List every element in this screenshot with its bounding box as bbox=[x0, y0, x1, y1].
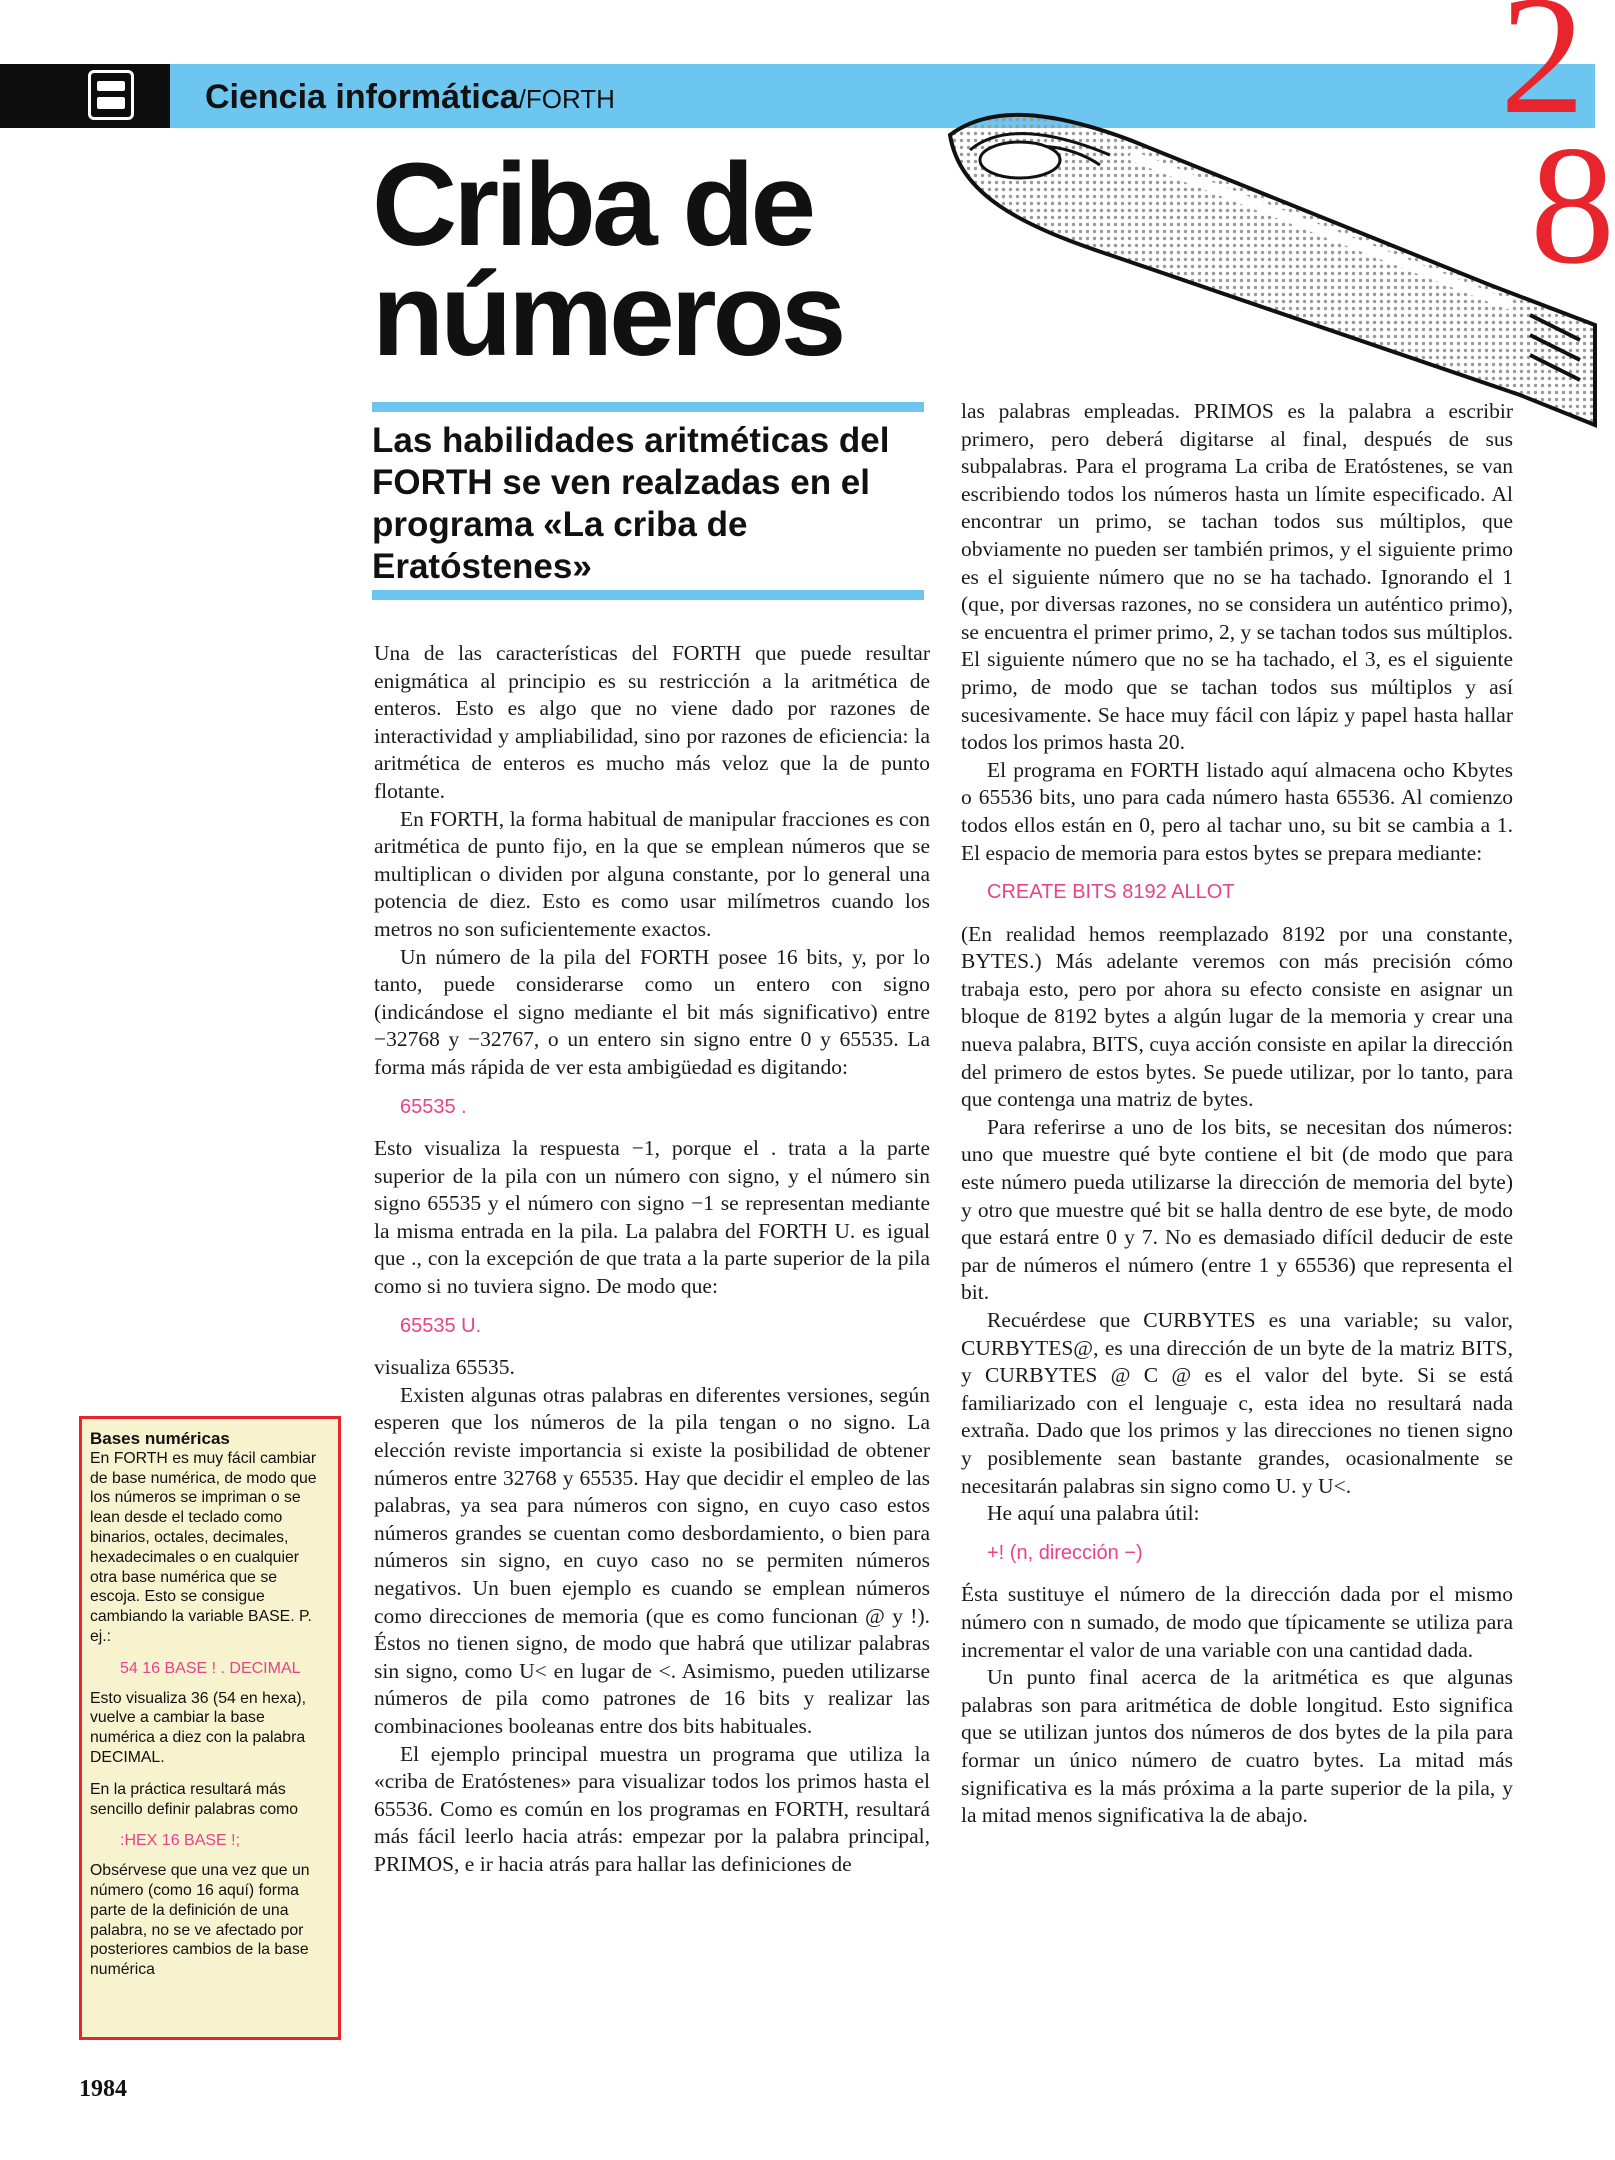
col2-paragraph-2: El programa en FORTH listado aquí almacena ocho Kbytes o 65536 bits, uno para cada número hasta 65536. Al comienzo todos ellos están en 0, pero al tachar uno, su bit se cambia a 1. El espacio de memoria para estos bytes se prepara mediante: bbox=[961, 757, 1513, 865]
section-subtitle: /FORTH bbox=[518, 84, 615, 114]
page-number: 1984 bbox=[79, 2076, 127, 2102]
sidebar-box bbox=[79, 1416, 341, 2040]
col2-paragraph-1: las palabras empleadas. PRIMOS es la palabra a escribir primero, pero deberá digitarse al final, después de sus subpalabras. Para el programa La criba de Eratóstenes, se van escribiendo todos los números hasta un límite especificado. Al encontrar un primo, se tachan todos sus múltiplos, que obviamente no pueden ser también primos, y el siguiente primo es el siguiente número que no se ha tachado. Ignorando el 1 (que, por diversas razones, no se considera un auténtico primo), se encuentra el primer primo, 2, y se tachan todos sus múltiplos. El siguiente número que no se ha tachado, el 3, es el siguiente primo, de modo que se tachan todos sus múltiplos y así sucesivamente. Se hace muy fácil con lápiz y papel hasta hallar todos los primos hasta 20. bbox=[961, 399, 1513, 755]
col2-paragraph-3: (En realidad hemos reemplazado 8192 por una constante, BYTES.) Más adelante veremos con más precisión cómo trabaja esto, pero por ahora su efecto consiste en asignar un bloque de 8192 bytes a algún lugar de la memoria y crear una nueva palabra, BITS, cuya acción consiste en apilar la dirección del primero de estos bytes. Se puede utilizar, por lo tanto, para que contenga una matriz de bytes. bbox=[961, 921, 1513, 1112]
col1-paragraph-3: Un número de la pila del FORTH posee 16 bits, y, por lo tanto, puede considerarse como un entero con signo (indicándose el signo mediante el bit más significativo) entre −32768 y −32767, o un entero sin signo entre 0 y 65535. La forma más rápida de ver esta ambigüedad es digitando: bbox=[374, 944, 930, 1079]
sidebar-code-1: 54 16 BASE ! . DECIMAL bbox=[120, 1659, 301, 1677]
col2-paragraph-4: Para referirse a uno de los bits, se necesitan dos números: uno que muestre qué byte contiene el bit (de modo que para este número pueda utilizarse la dirección de memoria del byte) y otro que muestre qué bit se halla dentro de ese byte, de modo que estará entre 0 y 7. No es demasiado difícil deducir de este par de números el número (entre 1 y 65536) que representa el bit. bbox=[961, 1114, 1513, 1305]
col2-paragraph-8: Un punto final acerca de la aritmética es que algunas palabras son para aritmética de doble longitud. Esto significa que se utilizan juntos dos números de dos bytes de la pila para formar un único número de cuatro bytes. La mitad más significativa es la más próxima a la parte superior de la pila, y la mitad menos significativa la de abajo. bbox=[961, 1665, 1513, 1828]
pen-illustration bbox=[930, 95, 1595, 440]
sidebar-code-2: :HEX 16 BASE !; bbox=[120, 1832, 241, 1850]
col1-paragraph-2: En FORTH, la forma habitual de manipular fracciones es con aritmética de punto fijo, en la que se emplean números que se multiplican o dividen por alguna constante, por lo general una potencia de diez. Esto es como usar milímetros cuando los metros no son suficientemente exactos. bbox=[374, 806, 930, 941]
col1-paragraph-5: visualiza 65535. bbox=[374, 1355, 515, 1380]
computer-icon bbox=[88, 70, 134, 120]
col2-paragraph-6: He aquí una palabra útil: bbox=[987, 1501, 1200, 1526]
col2-paragraph-7: Ésta sustituye el número de la dirección dada por el mismo número con n sumado, de modo que típicamente se utiliza para incrementar el valor de una variable con una cantidad dada. bbox=[961, 1582, 1513, 1662]
column-1 bbox=[374, 640, 930, 1879]
column-2 bbox=[961, 398, 1513, 1830]
article-title bbox=[372, 139, 932, 381]
sidebar-paragraph-1: En FORTH es muy fácil cambiar de base numérica, de modo que los números se impriman o se lean desde el teclado como binarios, octales, decimales, hexadecimales o en cualquier otra base numérica que se escoja. Esto se consigue cambiando la variable BASE. P. ej.: bbox=[90, 1449, 317, 1645]
sidebar-paragraph-3: En la práctica resultará más sencillo definir palabras como bbox=[90, 1780, 299, 1818]
title-line-2: números bbox=[372, 249, 843, 381]
header-logo-block bbox=[0, 64, 170, 128]
subtitle-rule-top bbox=[372, 402, 924, 412]
col1-paragraph-7: El ejemplo principal muestra un programa que utiliza la «criba de Eratóstenes» para visualizar todos los primos hasta el 65536. Como es común en los programas en FORTH, resultará más fácil leerlo hacia atrás: empezar por la palabra principal, PRIMOS, e ir hacia atrás para hallar las definiciones de bbox=[374, 1741, 930, 1876]
section-label bbox=[205, 78, 615, 117]
title-line-1: Criba de bbox=[372, 139, 813, 271]
col1-paragraph-4: Esto visualiza la respuesta −1, porque el . trata a la parte superior de la pila con un número con signo, y el número sin signo 65535 y el número con signo −1 se representan mediante la misma entrada en la pila. La palabra del FORTH U. es igual que ., con la excepción de que trata a la parte superior de la pila como si no tuviera signo. De modo que: bbox=[374, 1136, 930, 1299]
decor-digit-8: 8 bbox=[1530, 111, 1615, 299]
col1-code-2: 65535 U. bbox=[400, 1314, 482, 1337]
col2-code-2: +! (n, dirección −) bbox=[987, 1541, 1143, 1564]
sidebar-heading: Bases numéricas bbox=[90, 1429, 230, 1448]
col2-paragraph-5: Recuérdese que CURBYTES es una variable; su valor, CURBYTES@, es una dirección de un byte de la matriz BITS, y CURBYTES @ C @ es el valor del byte. Si se está familiarizado con el lenguaje c, esta idea no resultará nada extraña. Dado que los primos y las direcciones no tienen signo y posiblemente sean bastante grandes, ocasionalmente se necesitarán palabras sin signo como U. y U<. bbox=[961, 1308, 1513, 1498]
section-title: Ciencia informática bbox=[205, 78, 519, 116]
subtitle-rule-bottom bbox=[372, 590, 924, 600]
col1-paragraph-6: Existen algunas otras palabras en diferentes versiones, según esperen que los números de la pila tengan o no signo. La elección reviste importancia si existe la posibilidad de obtener números entre 32768 y 65535. Hay que decidir el empleo de las palabras, ya sea para números con signo, en cuyo caso estos números grandes se cuentan como desbordamiento, o bien para números sin signo, en cuyo caso no se permiten números negativos. Un buen ejemplo es cuando se emplean números como direcciones de memoria (que es como funcionan @ y !). Éstos no tienen signo, de modo que habrá que utilizar palabras sin signo, como U< en lugar de <. Asimismo, pueden utilizarse números de pila como patrones de 16 bits y realizar las combinaciones booleanas entre dos bits habituales. bbox=[374, 1382, 930, 1738]
col1-code-1: 65535 . bbox=[400, 1095, 467, 1118]
decor-digit-2: 2 bbox=[1500, 0, 1585, 149]
article-subtitle: Las habilidades aritméticas del FORTH se ven realzadas en el programa «La criba de Eratóstenes» bbox=[372, 421, 890, 586]
sidebar-paragraph-4: Obsérvese que una vez que un número (como 16 aquí) forma parte de la definición de una palabra, no se ve afectado por posteriores cambios de la base numérica bbox=[90, 1862, 310, 1979]
col2-code-1: CREATE BITS 8192 ALLOT bbox=[987, 881, 1235, 904]
sidebar-paragraph-2: Esto visualiza 36 (54 en hexa), vuelve a cambiar la base numérica a diez con la palabra DECIMAL. bbox=[90, 1689, 307, 1766]
col1-paragraph-1: Una de las características del FORTH que puede resultar enigmática al principio es su restricción a la aritmética de enteros. Esto es algo que no viene dado por razones de interactividad y ampliabilidad, sino por razones de eficiencia: la aritmética de enteros es mucho más veloz que la de punto flotante. bbox=[374, 641, 930, 803]
